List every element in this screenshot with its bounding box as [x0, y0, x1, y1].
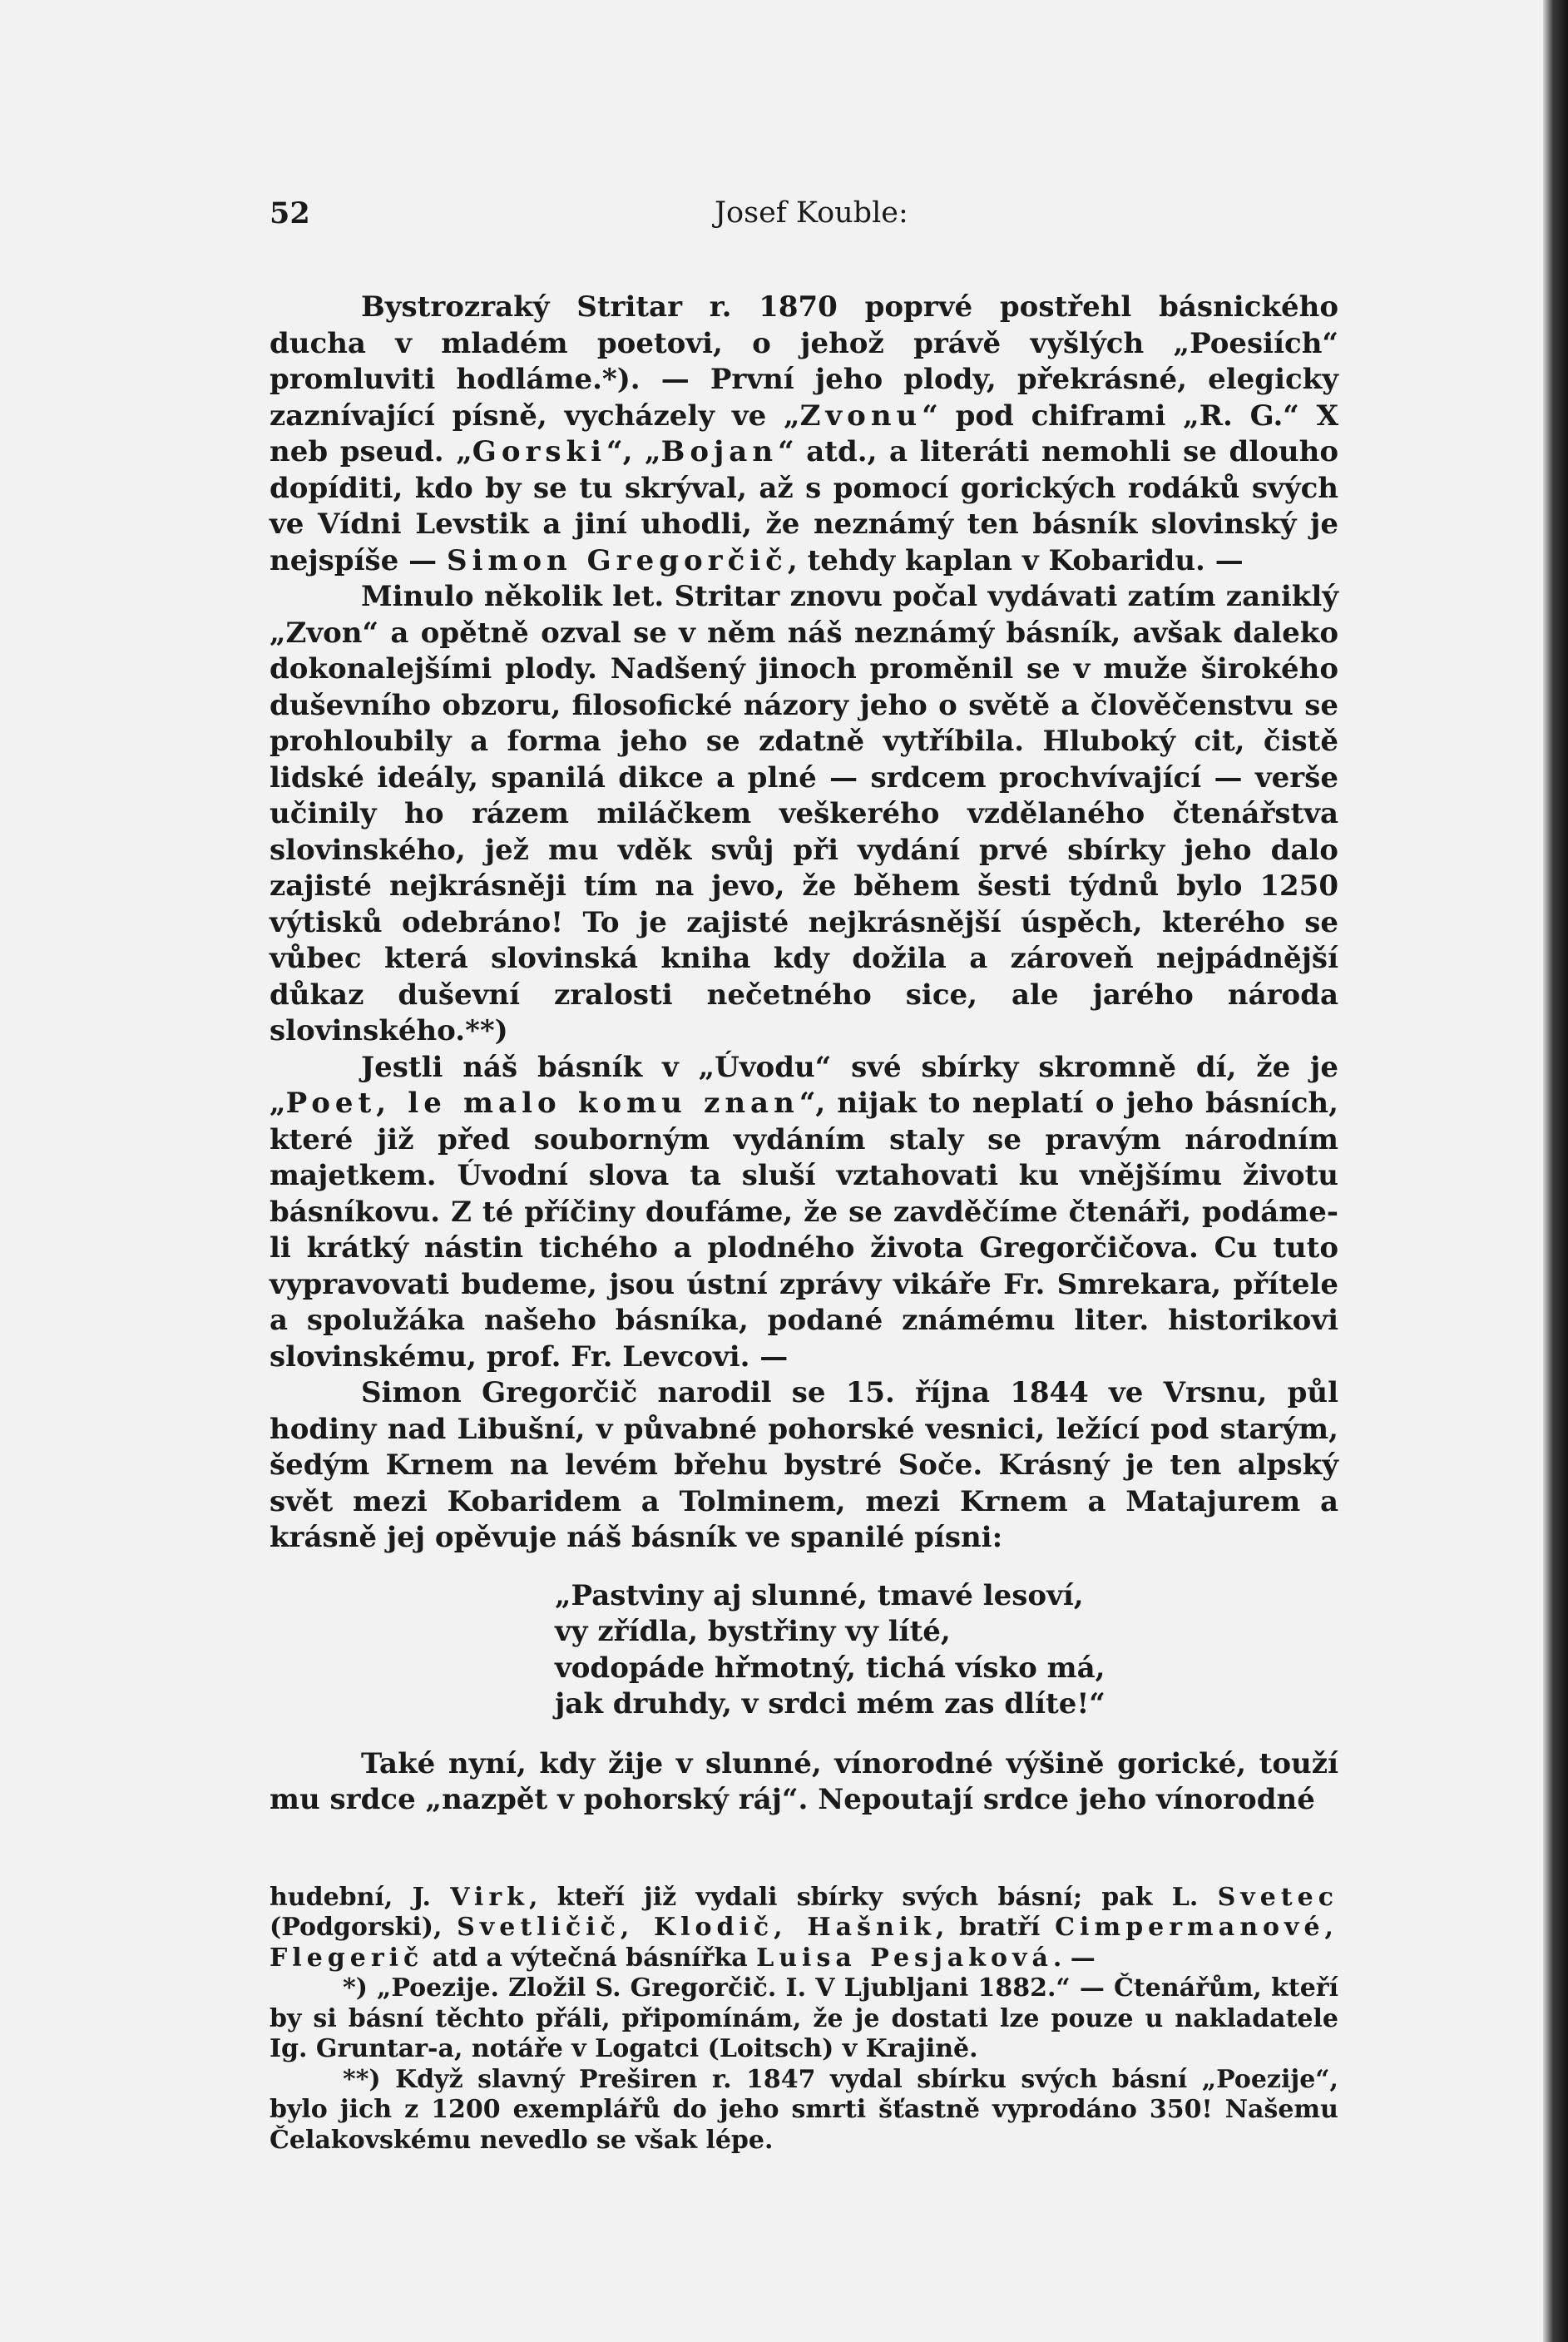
spaced-name: Simon Gregorčič — [446, 543, 788, 577]
text-run: Jestli náš básník v „Úvodu“ své sbírky skromně dí, že je „ — [270, 1050, 1338, 1120]
spaced-quote: Poet, le malo komu znan — [285, 1087, 799, 1120]
text-run: atd a výtečná básnířka — [423, 1943, 757, 1973]
poem-line: vodopáde hřmotný, tichá vísko má, — [555, 1651, 1106, 1685]
main-text — [270, 290, 1338, 1819]
poem-line: jak druhdy, v srdci mém zas dlíte!“ — [555, 1687, 1106, 1721]
footnote-continuation — [270, 1883, 1338, 1974]
text-run: “ atd., a literáti nemohli se dlouho dopíditi, kdo by se tu skrýval, až s pomocí gorických rodáků svých ve Vídni Levstik a jiní uhodli, že neznámý ten básník slovinský je nejspíše — — [270, 435, 1339, 577]
book-page — [270, 196, 1338, 2156]
spaced-word: Zvonu — [799, 399, 922, 433]
spaced-name: Virk — [450, 1882, 529, 1912]
text-run: , tehdy kaplan v Kobaridu. — — [787, 543, 1244, 577]
paragraph-1 — [270, 290, 1338, 579]
running-head: Josef Kouble: — [715, 196, 908, 230]
paragraph-2: Minulo několik let. Stritar znovu počal vydávati zatím zaniklý „Zvon“ a opětně ozval se v něm náš neznámý básník, avšak daleko dokonalejšími plody. Nadšený jinoch proměnil se v muže širokého duševního obzoru, filosofické názory jeho o světě a člověčenstvu se prohloubily a forma jeho se zdatně vytříbila. Hluboký cit, čistě lidské ideály, spanilá dikce a plné — srdcem prochvívající — verše učinily ho rázem miláčkem veškerého vzdělaného čtenářstva slovinského, jež mu vděk svůj při vydání prvé sbírky jeho dalo zajisté nejkrásněji tím na jevo, že během šesti týdnů bylo 1250 výtisků odebráno! To je zajisté nejkrásnější úspěch, kterého se vůbec která slovinská kniha kdy dožila a zároveň nejpádnější důkaz duševní zralosti nečetného sice, ale jarého národa slovinského.**) — [270, 580, 1338, 1047]
footnotes — [270, 1883, 1338, 2156]
page-number: 52 — [270, 196, 310, 230]
text-run: Bystrozraký Stritar r. 1870 poprvé postřehl básnického ducha v mladém poetovi, o jehož právě vyšlých „Poesiích“ promluviti hodláme.*). — První jeho plody, překrásné, elegicky zaznívající písně, vycházely ve „ — [270, 290, 1338, 433]
page-edge-shadow — [1543, 0, 1568, 2342]
text-run: hudební, J. — [270, 1882, 451, 1912]
spaced-name: Luisa Pesjaková — [756, 1943, 1053, 1973]
text-run: . — — [1052, 1943, 1096, 1973]
spaced-name: Svetec — [1217, 1882, 1339, 1912]
text-run: , kteří již vydali sbírky svých básní; pak L. — [528, 1882, 1218, 1912]
footnote-1: *) „Poezije. Zložil S. Gregorčič. I. V Ljubljani 1882.“ — Čtenářům, kteří by si básní těchto přáli, připomínám, že je dostati lze pouze u nakladatele Ig. Gruntar-a, notáře v Logatci (Loitsch) v Krajině. — [270, 1973, 1338, 2063]
paragraph-5: Také nyní, kdy žije v slunné, vínorodné výšině gorické, touží mu srdce „nazpět v pohorský ráj“. Nepoutají srdce jeho vínorodné — [270, 1746, 1338, 1816]
poem-line: vy zřídla, bystřiny vy líté, — [555, 1615, 951, 1648]
poem-quote — [555, 1578, 1338, 1723]
text-run: , bratří — [936, 1913, 1056, 1942]
page-header — [270, 196, 1338, 238]
poem-line: „Pastviny aj slunné, tmavé lesoví, — [555, 1578, 1084, 1612]
spaced-word: Gorski — [472, 435, 607, 468]
spaced-name: Svetličič, Klodič, Hašnik — [457, 1913, 936, 1942]
spaced-word: Bojan — [660, 435, 779, 468]
text-run: “ pod chiframi „R. G.“ X neb pseud. „ — [270, 399, 1338, 468]
text-run: “, nijak to neplatí o jeho básních, které již před souborným vydáním staly se pravým národním majetkem. Úvodní slova ta sluší vztahovati ku vnějšímu životu básníkovu. Z té příčiny doufáme, že se zavděčíme čtenáři, podáme-li krátký nástin tichého a plodného života Gregorčičova. Cu tuto vypravovati budeme, jsou ústní zprávy vikáře Fr. Smrekara, přítele a spolužáka našeho básníka, podané známému liter. historikovi slovinskému, prof. Fr. Levcovi. — — [270, 1087, 1338, 1374]
paragraph-3 — [270, 1050, 1338, 1376]
spaced-name: Cimpermanové, Flegerič — [270, 1913, 1338, 1973]
paragraph-4: Simon Gregorčič narodil se 15. října 1844 ve Vrsnu, půl hodiny nad Libušní, v půvabné pohorské vesnici, ležící pod starým, šedým Krnem na levém břehu bystré Soče. Krásný je ten alpský svět mezi Kobaridem a Tolminem, mezi Krnem a Matajurem a krásně jej opěvuje náš básník ve spanilé písni: — [270, 1376, 1338, 1554]
footnote-2: **) Když slavný Preširen r. 1847 vydal sbírku svých básní „Poezije“, bylo jich z 1200 exemplářů do jeho smrti šťastně vyprodáno 350! Našemu Čelakovskému nevedlo se však lépe. — [270, 2064, 1338, 2155]
text-run: (Podgorski), — [270, 1913, 458, 1942]
text-run: “, „ — [606, 435, 661, 468]
